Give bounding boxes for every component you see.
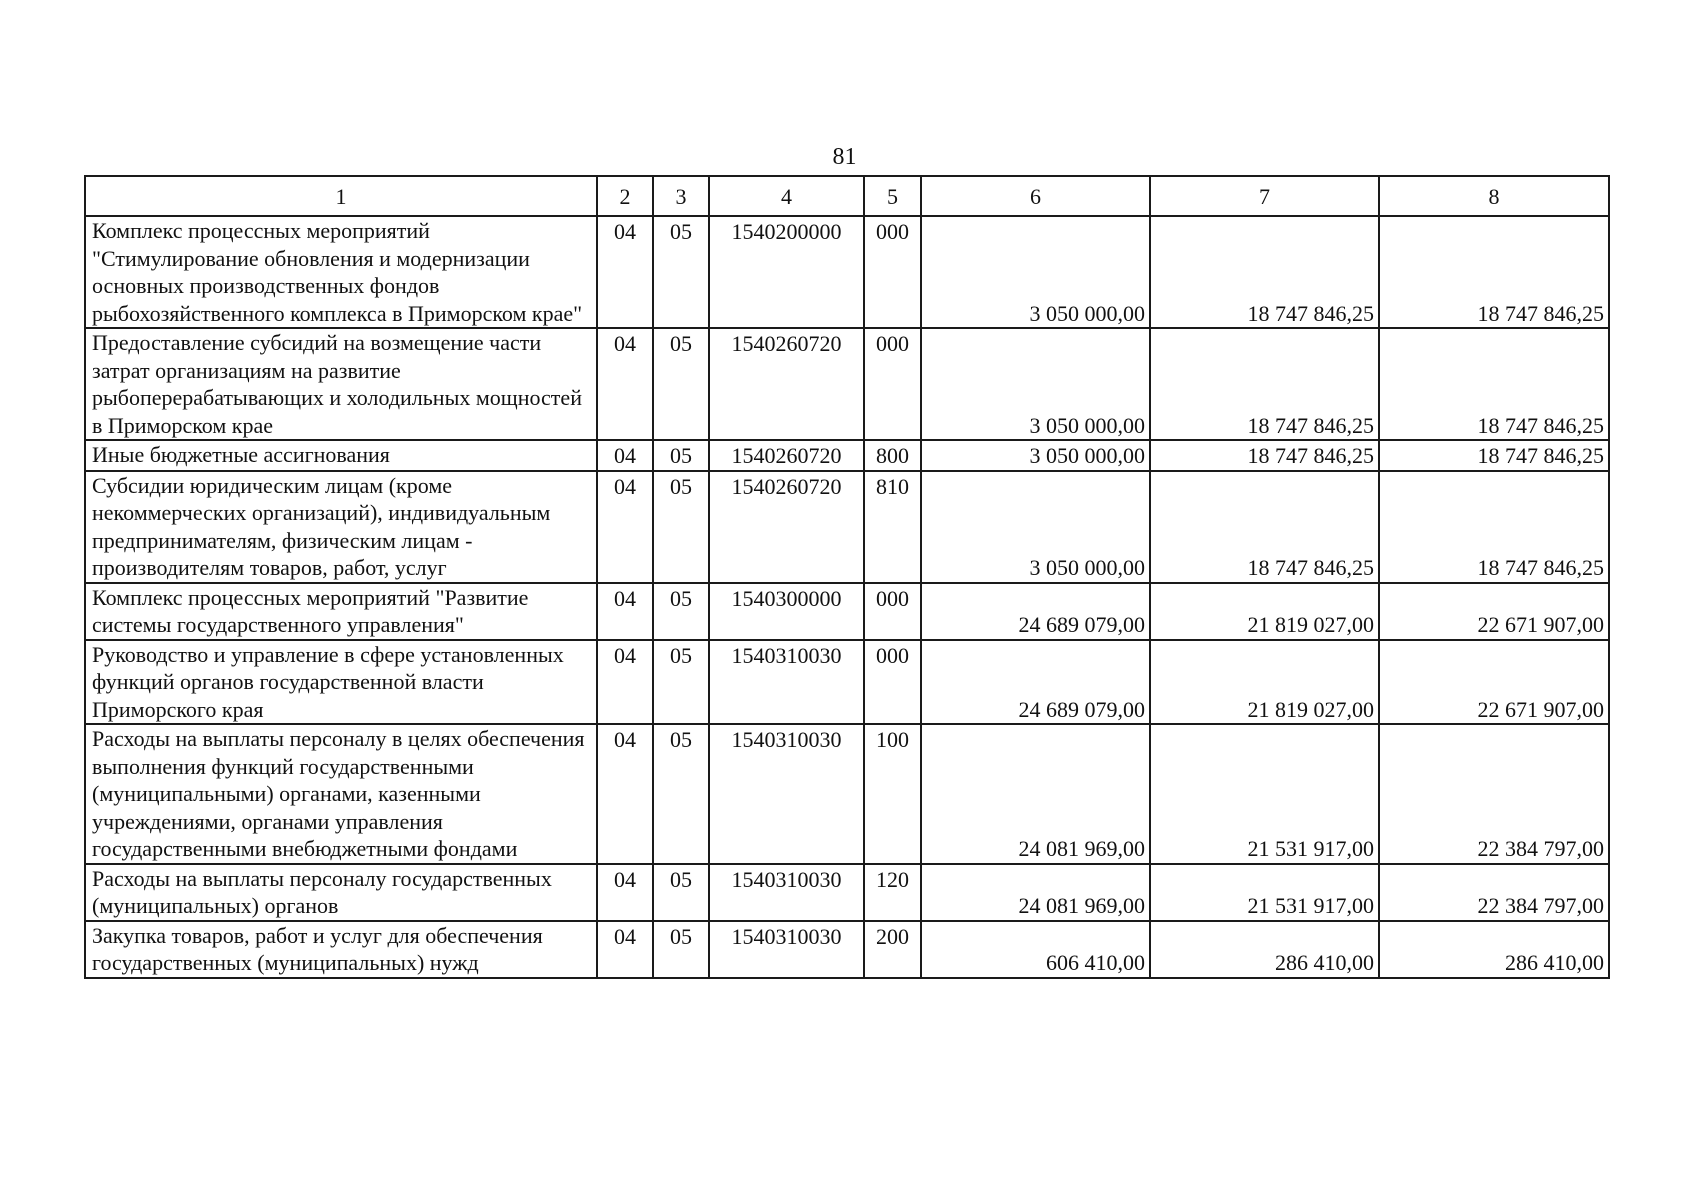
- row-name: Расходы на выплаты персоналу государственных (муниципальных) органов: [85, 864, 597, 921]
- row-subsection-code: 05: [653, 640, 709, 725]
- row-expense-type-code: 200: [864, 921, 921, 978]
- row-amount-col6: 3 050 000,00: [921, 471, 1150, 583]
- row-subsection-code: 05: [653, 864, 709, 921]
- row-amount-col6: 24 689 079,00: [921, 640, 1150, 725]
- column-header-3: 3: [653, 176, 709, 216]
- row-expense-type-code: 800: [864, 440, 921, 471]
- row-amount-col8: 286 410,00: [1379, 921, 1609, 978]
- row-amount-col7: 21 531 917,00: [1150, 864, 1379, 921]
- table-row: [85, 921, 1609, 978]
- row-subsection-code: 05: [653, 583, 709, 640]
- row-name: Расходы на выплаты персоналу в целях обеспечения выполнения функций государственными (муниципальными) органами, казенными учреждениями, органами управления государственными внебюджетными фондами: [85, 724, 597, 864]
- row-name: Закупка товаров, работ и услуг для обеспечения государственных (муниципальных) нужд: [85, 921, 597, 978]
- row-amount-col8: 18 747 846,25: [1379, 471, 1609, 583]
- row-name: Руководство и управление в сфере установленных функций органов государственной власти Приморского края: [85, 640, 597, 725]
- row-name: Субсидии юридическим лицам (кроме некоммерческих организаций), индивидуальным предпринимателям, физическим лицам - производителям товаров, работ, услуг: [85, 471, 597, 583]
- row-target-code: 1540310030: [709, 640, 864, 725]
- row-amount-col6: 606 410,00: [921, 921, 1150, 978]
- table-row: [85, 471, 1609, 583]
- row-subsection-code: 05: [653, 471, 709, 583]
- row-section-code: 04: [597, 328, 653, 440]
- column-header-6: 6: [921, 176, 1150, 216]
- row-amount-col8: 18 747 846,25: [1379, 216, 1609, 328]
- row-target-code: 1540260720: [709, 328, 864, 440]
- row-amount-col7: 21 819 027,00: [1150, 640, 1379, 725]
- table-row: [85, 724, 1609, 864]
- row-amount-col7: 18 747 846,25: [1150, 216, 1379, 328]
- column-header-7: 7: [1150, 176, 1379, 216]
- row-amount-col8: 22 671 907,00: [1379, 583, 1609, 640]
- column-header-1: 1: [85, 176, 597, 216]
- table-row: [85, 640, 1609, 725]
- row-amount-col7: 21 819 027,00: [1150, 583, 1379, 640]
- row-name: Иные бюджетные ассигнования: [85, 440, 597, 471]
- row-amount-col7: 286 410,00: [1150, 921, 1379, 978]
- row-amount-col8: 22 384 797,00: [1379, 724, 1609, 864]
- row-amount-col8: 18 747 846,25: [1379, 440, 1609, 471]
- row-target-code: 1540310030: [709, 921, 864, 978]
- row-amount-col6: 3 050 000,00: [921, 216, 1150, 328]
- table-row: [85, 216, 1609, 328]
- row-target-code: 1540260720: [709, 471, 864, 583]
- row-target-code: 1540310030: [709, 864, 864, 921]
- budget-table: [84, 175, 1610, 979]
- row-amount-col6: 24 081 969,00: [921, 864, 1150, 921]
- row-subsection-code: 05: [653, 328, 709, 440]
- row-subsection-code: 05: [653, 440, 709, 471]
- row-name: Предоставление субсидий на возмещение части затрат организациям на развитие рыбоперерабатывающих и холодильных мощностей в Приморском крае: [85, 328, 597, 440]
- row-section-code: 04: [597, 864, 653, 921]
- row-expense-type-code: 100: [864, 724, 921, 864]
- row-expense-type-code: 000: [864, 216, 921, 328]
- table-header-row: [85, 176, 1609, 216]
- row-section-code: 04: [597, 583, 653, 640]
- row-amount-col6: 24 689 079,00: [921, 583, 1150, 640]
- row-expense-type-code: 000: [864, 583, 921, 640]
- row-amount-col7: 18 747 846,25: [1150, 440, 1379, 471]
- row-expense-type-code: 120: [864, 864, 921, 921]
- row-amount-col8: 22 671 907,00: [1379, 640, 1609, 725]
- row-expense-type-code: 000: [864, 640, 921, 725]
- table-row: [85, 864, 1609, 921]
- column-header-4: 4: [709, 176, 864, 216]
- page-number: 81: [832, 144, 857, 170]
- row-name: Комплекс процессных мероприятий "Развитие системы государственного управления": [85, 583, 597, 640]
- table-row: [85, 440, 1609, 471]
- row-name: Комплекс процессных мероприятий "Стимулирование обновления и модернизации основных производственных фондов рыбохозяйственного комплекса в Приморском крае": [85, 216, 597, 328]
- row-target-code: 1540300000: [709, 583, 864, 640]
- row-amount-col7: 18 747 846,25: [1150, 328, 1379, 440]
- row-amount-col6: 3 050 000,00: [921, 440, 1150, 471]
- column-header-5: 5: [864, 176, 921, 216]
- column-header-8: 8: [1379, 176, 1609, 216]
- row-amount-col7: 18 747 846,25: [1150, 471, 1379, 583]
- row-section-code: 04: [597, 640, 653, 725]
- row-subsection-code: 05: [653, 216, 709, 328]
- row-target-code: 1540310030: [709, 724, 864, 864]
- column-header-2: 2: [597, 176, 653, 216]
- row-target-code: 1540260720: [709, 440, 864, 471]
- row-subsection-code: 05: [653, 921, 709, 978]
- row-section-code: 04: [597, 440, 653, 471]
- row-amount-col8: 18 747 846,25: [1379, 328, 1609, 440]
- row-section-code: 04: [597, 724, 653, 864]
- row-amount-col6: 3 050 000,00: [921, 328, 1150, 440]
- row-target-code: 1540200000: [709, 216, 864, 328]
- table-row: [85, 583, 1609, 640]
- row-section-code: 04: [597, 216, 653, 328]
- row-section-code: 04: [597, 921, 653, 978]
- row-section-code: 04: [597, 471, 653, 583]
- row-amount-col7: 21 531 917,00: [1150, 724, 1379, 864]
- table-row: [85, 328, 1609, 440]
- row-subsection-code: 05: [653, 724, 709, 864]
- row-expense-type-code: 810: [864, 471, 921, 583]
- row-amount-col8: 22 384 797,00: [1379, 864, 1609, 921]
- row-expense-type-code: 000: [864, 328, 921, 440]
- row-amount-col6: 24 081 969,00: [921, 724, 1150, 864]
